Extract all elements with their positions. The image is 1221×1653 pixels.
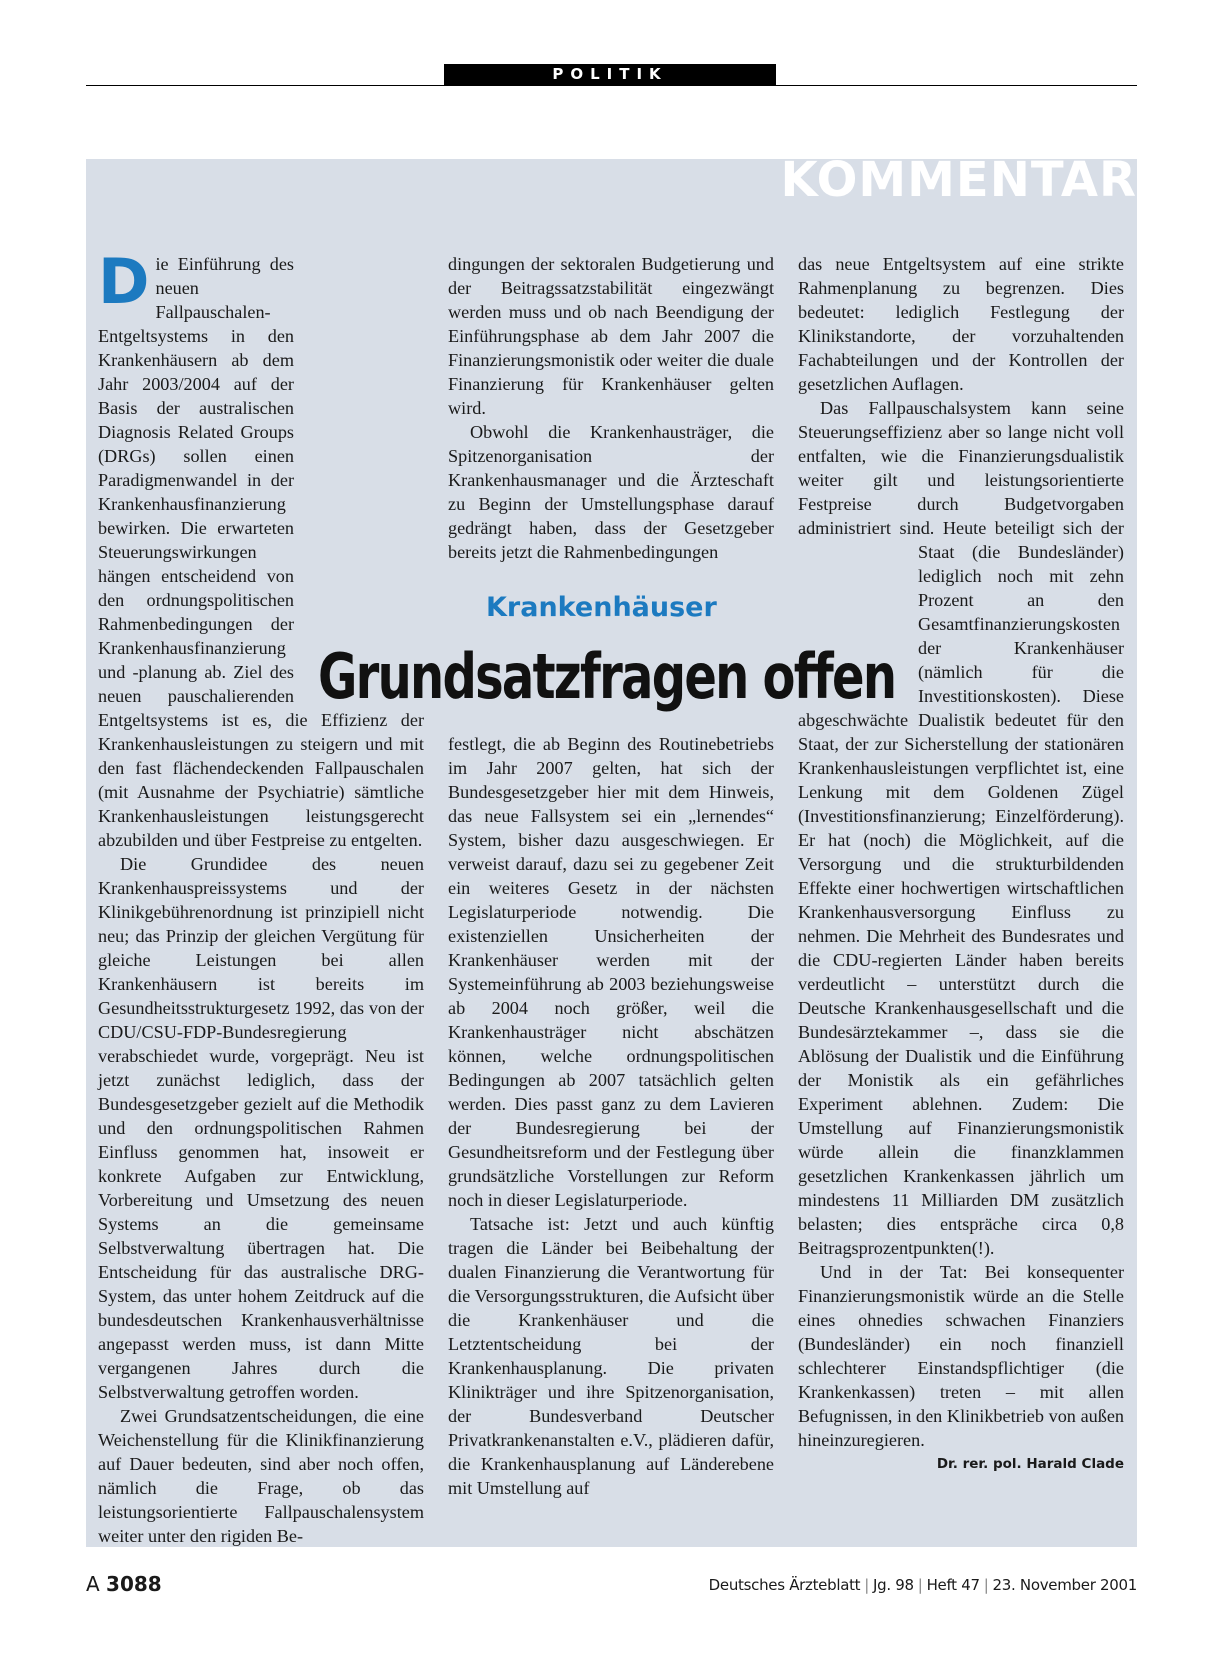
- page-number: [86, 1572, 162, 1596]
- paragraph: Zwei Grundsatzentscheidungen, die eine Weichenstellung für die Klinikfinanzierung auf Dauer bedeuten, sind aber noch offen, nämlich die Frage, ob das leistungsorientierte Fallpauschalensystem weiter unter den rigiden Be-: [98, 1406, 424, 1546]
- header-rule: [86, 85, 1137, 86]
- dropcap: D: [98, 245, 150, 318]
- paragraph: Tatsache ist: Jetzt und auch künftig tragen die Länder bei Beibehaltung der dualen Finanzierung die Verantwortung für die Versorgungsstrukturen, die Aufsicht über die Krankenhäuser und die Letztentscheidung bei der Krankenhausplanung. Die privaten Klinikträger und ihre Spitzenorganisation, der Bundesverband Deutscher Privatkrankenanstalten e.V., plädieren dafür, die Krankenhausplanung auf Länderebene mit Umstellung auf: [448, 1214, 774, 1498]
- page-footer: [86, 1572, 1137, 1600]
- journal-volume: Jg. 98: [873, 1576, 914, 1594]
- page-prefix: A: [86, 1572, 100, 1596]
- article-headline: Grundsatzfragen offen: [318, 640, 896, 713]
- paragraph: ie Einführung des neuen Fallpauschalen-Entgeltsystems in den Krankenhäusern ab dem Jahr 2003/2004 auf der Basis der australischen Diagnosis Related Groups (DRGs) sollen einen Paradigmenwandel in der Krankenhausfinanzierung bewirken. Die erwarteten Steuerungswirkungen hängen entscheidend von den ordnungspolitischen Rahmenbedingungen der Krankenhausfinanzierung und -planung ab. Ziel des neuen pauschalierenden Entgeltsystems ist es, die Effizienz der Krankenhausleistungen zu steigern und mit den fast flächendeckenden Fallpauschalen (mit Ausnahme der Psychiatrie) sämtliche Krankenhausleistungen leistungsgerecht abzubilden und über Festpreise zu entgelten.: [98, 254, 424, 850]
- column-2-top: [448, 252, 774, 564]
- paragraph: festlegt, die ab Beginn des Routinebetriebs im Jahr 2007 gelten, hat sich der Bundesgesetzgeber hier mit dem Hinweis, das neue Fallsystem sei ein „lernendes“ System, bisher dazu ausgeschwiegen. Er verweist darauf, dazu sei zu gegebener Zeit ein weiteres Gesetz in der nächsten Legislaturperiode notwendig. Die existenziellen Unsicherheiten der Krankenhäuser werden mit der Systemeinführung ab 2003 beziehungsweise ab 2004 noch größer, weil die Krankenhausträger nicht abschätzen können, welche ordnungspolitischen Bedingungen ab 2007 tatsächlich gelten werden. Dies passt ganz zu dem Lavieren der Bundesregierung bei der Gesundheitsreform und der Festlegung über grundsätzliche Vorstellungen zur Reform noch in dieser Legislaturperiode.: [448, 734, 774, 1210]
- column-3: [798, 252, 1124, 1476]
- box-label: KOMMENTAR: [780, 159, 1137, 208]
- article-kicker: Krankenhäuser: [486, 592, 717, 623]
- column-1: [98, 245, 424, 1547]
- article-box: [86, 159, 1137, 1547]
- paragraph: Die Grundidee des neuen Krankenhauspreissystems und der Klinikgebührenordnung ist prinzipiell nicht neu; das Prinzip der gleichen Vergütung für gleiche Leistungen bei allen Krankenhäusern ist bereits im Gesundheitsstrukturgesetz 1992, das von der CDU/CSU-FDP-Bundesregierung verabschiedet wurde, vorgeprägt. Neu ist jetzt zunächst lediglich, dass der Bundesgesetzgeber gezielt auf die Methodik und den ordnungspolitischen Rahmen Einfluss genommen hat, insoweit er konkrete Aufgaben zur Entwicklung, Vorbereitung und Umsetzung des neuen Systems an die gemeinsame Selbstverwaltung übertragen hat. Die Entscheidung für das australische DRG-System, das unter hohem Zeitdruck auf die bundesdeutschen Krankenhausverhältnisse angepasst werden muss, ist dann Mitte vergangenen Jahres durch die Selbstverwaltung getroffen worden.: [98, 854, 424, 1402]
- journal-issue: Heft 47: [926, 1576, 980, 1594]
- paragraph: Obwohl die Krankenhausträger, die Spitzenorganisation der Krankenhausmanager und die Ärzteschaft zu Beginn der Umstellungsphase darauf gedrängt haben, dass der Gesetzgeber bereits jetzt die Rahmenbedingungen: [448, 422, 774, 562]
- page-number-value: 3088: [106, 1572, 162, 1596]
- paragraph: dingungen der sektoralen Budgetierung und der Beitragssatzstabilität eingezwängt werden muss und ob nach Beendigung der Einführungsphase ab dem Jahr 2007 die Finanzierungsmonistik oder weiter die duale Finanzierung für Krankenhäuser gelten wird.: [448, 254, 774, 418]
- journal-info: Deutsches Ärzteblatt | Jg. 98 | Heft 47 | 23. November 2001: [708, 1576, 1137, 1594]
- paragraph: [798, 1260, 1124, 1472]
- paragraph-text: Und in der Tat: Bei konsequenter Finanzierungsmonistik würde an die Stelle eines ohnedies schwachen Finanziers (Bundesländer) ein noch finanziell schlechterer Einstandspflichtiger (die Krankenkassen) treten – mit allen Befugnissen, in den Klinikbetrieb von außen hineinzuregieren.: [798, 1262, 1124, 1450]
- journal-name: Deutsches Ärzteblatt: [708, 1576, 861, 1594]
- section-tag: POLITIK: [444, 64, 776, 85]
- paragraph: das neue Entgeltsystem auf eine strikte Rahmenplanung zu begrenzen. Dies bedeutet: lediglich Festlegung der Klinikstandorte, der vorzuhaltenden Fachabteilungen und der Kontrollen der gesetzlichen Auflagen.: [798, 254, 1124, 394]
- paragraph: Das Fallpauschalsystem kann seine Steuerungseffizienz aber so lange nicht voll entfalten, wie die Finanzierungsdualistik weiter gilt und leistungsorientierte Festpreise durch Budgetvorgaben administriert sind. Heute beteiligt sich der Staat (die Bundesländer) lediglich noch mit zehn Prozent an den Gesamtfinanzierungskosten der Krankenhäuser (nämlich für die Investitionskosten). Diese abgeschwächte Dualistik bedeutet für den Staat, der zur Sicherstellung der stationären Krankenhausleistungen verpflichtet ist, eine Lenkung mit dem Goldenen Zügel (Investitionsfinanzierung; Einzelförderung). Er hat (noch) die Möglichkeit, auf die Versorgung und die strukturbildenden Effekte einer hochwertigen wirtschaftlichen Krankenhausversorgung Einfluss zu nehmen. Die Mehrheit des Bundesrates und die CDU-regierten Länder haben bereits verdeutlicht – unterstützt durch die Deutsche Krankenhausgesellschaft und die Bundesärztekammer –, dass sie die Ablösung der Dualistik und die Einführung der Monistik als ein gefährliches Experiment ablehnen. Zudem: Die Umstellung auf Finanzierungsmonistik würde allein die finanzklammen gesetzlichen Krankenkassen jährlich um mindestens 11 Milliarden DM zusätzlich belasten; dies entspräche circa 0,8 Beitragsprozentpunkten(!).: [798, 398, 1124, 1258]
- author-byline: Dr. rer. pol. Harald Clade: [936, 1456, 1124, 1472]
- journal-date: 23. November 2001: [992, 1576, 1137, 1594]
- column-2-bottom: [448, 732, 774, 1500]
